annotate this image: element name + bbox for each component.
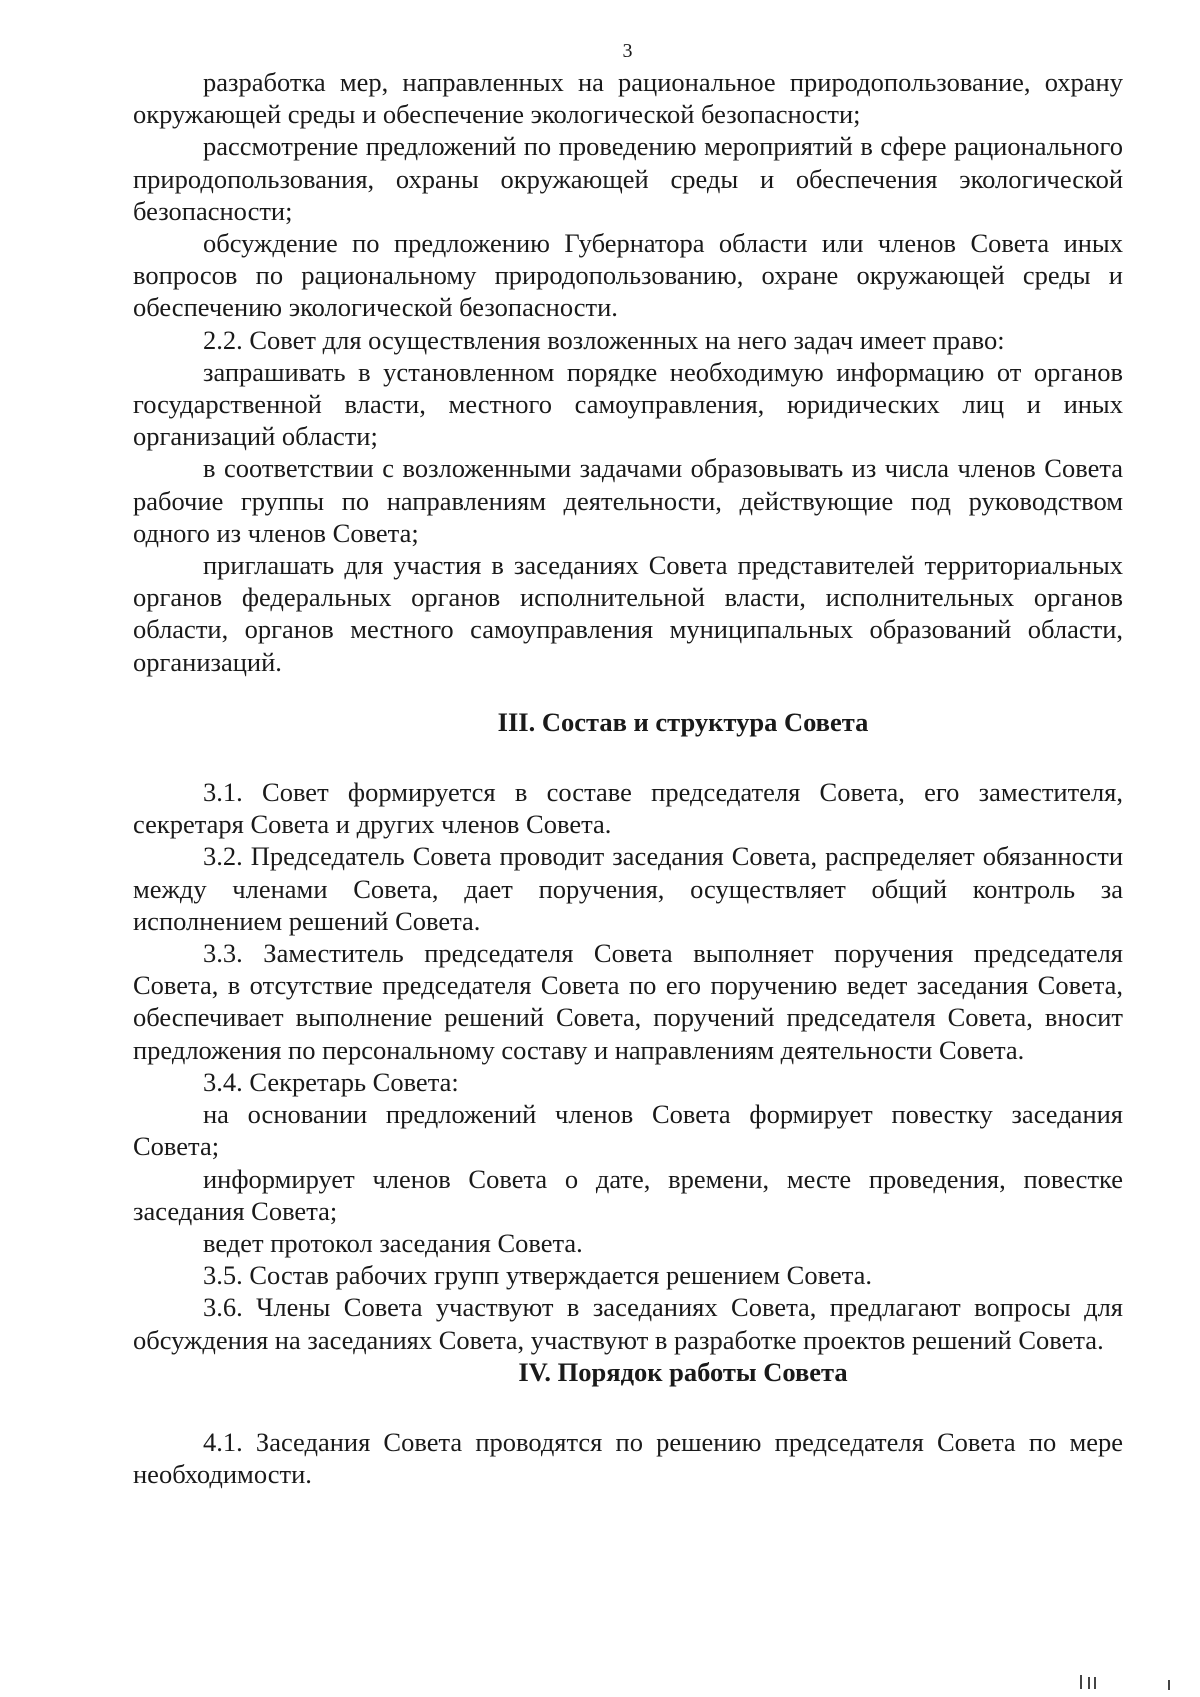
- paragraph: 3.4. Секретарь Совета:: [203, 1066, 459, 1097]
- paragraph: 3.3. Заместитель председателя Совета выполняет поручения председателя Совета, в отсутствие председателя Совета по его поручению ведет заседания Совета, обеспечивает выполнение решений Совета, поручений председателя Совета, вносит предложения по персональному составу и направлениям деятельности Совета.: [133, 938, 1123, 1065]
- paragraph: рассмотрение предложений по проведению мероприятий в сфере рационального природопользования, охраны окружающей среды и обеспечения экологической безопасности;: [133, 131, 1123, 226]
- paragraph: 3.6. Члены Совета участвуют в заседаниях Совета, предлагают вопросы для обсуждения на заседаниях Совета, участвуют в разработке проектов решений Совета.: [133, 1292, 1123, 1355]
- section-heading: IV. Порядок работы Совета: [518, 1356, 848, 1387]
- paragraph: в соответствии с возложенными задачами образовывать из числа членов Совета рабочие группы по направлениям деятельности, действующие под руководством одного из членов Совета;: [133, 453, 1123, 548]
- scan-artifact: [1080, 1675, 1082, 1689]
- scan-artifact: [1088, 1677, 1090, 1689]
- paragraph: обсуждение по предложению Губернатора области или членов Совета иных вопросов по рациональному природопользованию, охране окружающей среды и обеспечению экологической безопасности.: [133, 228, 1123, 323]
- paragraph: 4.1. Заседания Совета проводятся по решению председателя Совета по мере необходимости.: [133, 1426, 1123, 1490]
- paragraph: информирует членов Совета о дате, времени, месте проведения, повестке заседания Совета;: [133, 1163, 1123, 1226]
- scan-artifact: [1094, 1677, 1096, 1689]
- section-3-block: [133, 776, 1123, 1356]
- paragraph: на основании предложений членов Совета формирует повестку заседания Совета;: [133, 1099, 1123, 1162]
- section-4-block: [133, 1426, 1123, 1490]
- paragraph: запрашивать в установленном порядке необходимую информацию от органов государственной власти, местного самоуправления, юридических лиц и иных организаций области;: [133, 356, 1123, 452]
- scan-artifact: [1168, 1680, 1170, 1690]
- intro-block: [133, 66, 1123, 678]
- paragraph: 3.5. Состав рабочих групп утверждается решением Совета.: [203, 1260, 873, 1291]
- paragraph: ведет протокол заседания Совета.: [203, 1227, 583, 1258]
- paragraph: 2.2. Совет для осуществления возложенных на него задач имеет право:: [203, 324, 1005, 355]
- page-number: 3: [622, 40, 633, 62]
- paragraph: 3.2. Председатель Совета проводит заседания Совета, распределяет обязанности между членами Совета, дает поручения, осуществляет общий контроль за исполнением решений Совета.: [133, 841, 1123, 936]
- paragraph: разработка мер, направленных на рациональное природопользование, охрану окружающей среды и обеспечение экологической безопасности;: [133, 67, 1123, 130]
- document-body: [133, 66, 1123, 1490]
- section-heading: III. Состав и структура Совета: [497, 706, 869, 737]
- paragraph: 3.1. Совет формируется в составе председателя Совета, его заместителя, секретаря Совета и других членов Совета.: [133, 777, 1123, 840]
- paragraph: приглашать для участия в заседаниях Совета представителей территориальных органов федеральных органов исполнительной власти, исполнительных органов области, органов местного самоуправления муниципальных образований области, организаций.: [133, 550, 1123, 677]
